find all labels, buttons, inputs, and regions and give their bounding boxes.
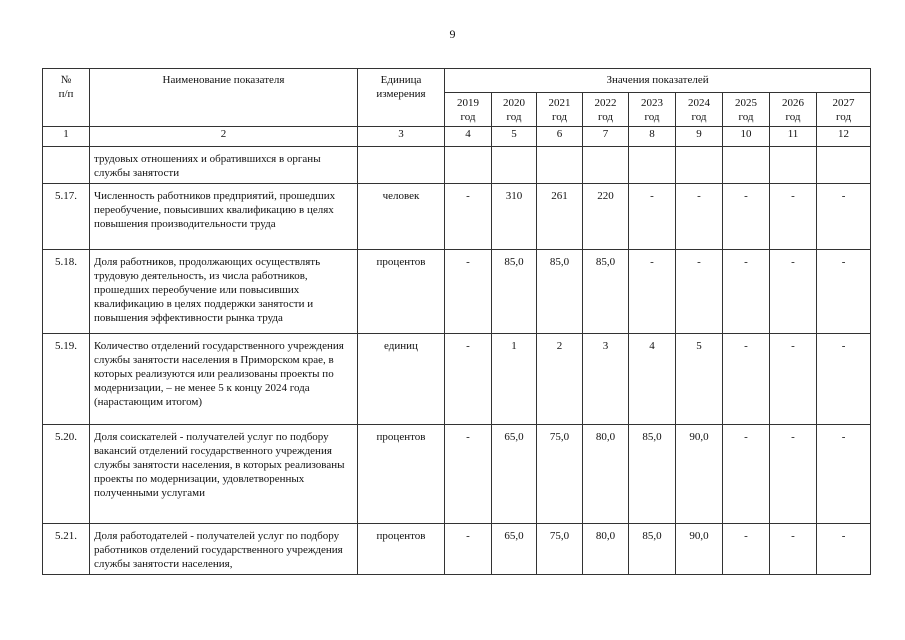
header-year: 2027 год (817, 93, 871, 127)
column-index: 7 (583, 127, 629, 147)
row-number: 5.20. (43, 425, 90, 524)
column-index: 11 (770, 127, 817, 147)
indicator-value (583, 147, 629, 184)
header-unit: Единица измерения (358, 69, 445, 127)
indicator-value: 85,0 (492, 250, 537, 334)
indicator-value (629, 147, 676, 184)
indicator-value: - (445, 524, 492, 575)
table-row (43, 184, 871, 250)
indicators-table (42, 68, 871, 575)
unit-of-measure: единиц (358, 334, 445, 425)
unit-of-measure (358, 147, 445, 184)
header-year: 2024 год (676, 93, 723, 127)
indicator-value: - (629, 250, 676, 334)
indicator-value: 85,0 (629, 524, 676, 575)
header-year: 2022 год (583, 93, 629, 127)
indicator-value: 4 (629, 334, 676, 425)
column-index: 4 (445, 127, 492, 147)
row-number: 5.21. (43, 524, 90, 575)
column-index: 8 (629, 127, 676, 147)
header-year: 2026 год (770, 93, 817, 127)
indicator-name: трудовых отношениях и обратившихся в органы службы занятости (90, 147, 358, 184)
indicator-value: 85,0 (629, 425, 676, 524)
header-num: № п/п (43, 69, 90, 127)
header-name: Наименование показателя (90, 69, 358, 127)
indicator-value: 261 (537, 184, 583, 250)
indicator-value (492, 147, 537, 184)
indicator-value (723, 147, 770, 184)
column-index: 2 (90, 127, 358, 147)
header-year: 2023 год (629, 93, 676, 127)
column-index-row (43, 127, 871, 147)
column-index: 1 (43, 127, 90, 147)
indicator-value: - (723, 425, 770, 524)
header-year: 2019 год (445, 93, 492, 127)
indicator-value: 65,0 (492, 425, 537, 524)
page-number: 9 (449, 27, 456, 41)
indicator-value: - (817, 250, 871, 334)
row-number: 5.19. (43, 334, 90, 425)
indicator-value (445, 147, 492, 184)
indicator-value: - (817, 334, 871, 425)
column-index: 3 (358, 127, 445, 147)
indicator-value: 1 (492, 334, 537, 425)
indicator-value (537, 147, 583, 184)
column-index: 5 (492, 127, 537, 147)
unit-of-measure: процентов (358, 425, 445, 524)
indicator-value: - (723, 250, 770, 334)
row-number (43, 147, 90, 184)
unit-of-measure: процентов (358, 524, 445, 575)
indicator-value: 220 (583, 184, 629, 250)
indicator-name: Доля работодателей - получателей услуг по подбору работников отделений государственного учреждения службы занятости населения, (90, 524, 358, 575)
header-values-group: Значения показателей (445, 69, 871, 93)
indicator-value: 75,0 (537, 524, 583, 575)
indicator-value: - (676, 184, 723, 250)
indicator-value (817, 147, 871, 184)
table-row (43, 147, 871, 184)
indicator-value (770, 147, 817, 184)
row-number: 5.18. (43, 250, 90, 334)
indicator-value: 90,0 (676, 524, 723, 575)
column-index: 10 (723, 127, 770, 147)
indicator-value: 85,0 (537, 250, 583, 334)
indicator-name: Доля соискателей - получателей услуг по подбору вакансий отделений государственного учреждения службы занятости населения, в которых реализованы проекты по модернизации, удовлетворенных полученными услугами (90, 425, 358, 524)
indicator-value (676, 147, 723, 184)
indicator-value: - (817, 184, 871, 250)
indicator-value: - (770, 250, 817, 334)
indicator-value: - (445, 334, 492, 425)
indicator-value: - (723, 184, 770, 250)
indicator-value: - (723, 524, 770, 575)
indicator-value: 5 (676, 334, 723, 425)
indicator-value: 80,0 (583, 524, 629, 575)
indicator-value: - (445, 250, 492, 334)
indicator-value: - (723, 334, 770, 425)
table-row (43, 524, 871, 575)
column-index: 6 (537, 127, 583, 147)
indicator-value: - (770, 334, 817, 425)
indicator-value: - (770, 425, 817, 524)
indicator-value: 80,0 (583, 425, 629, 524)
indicator-value: 90,0 (676, 425, 723, 524)
indicator-value: - (817, 524, 871, 575)
indicator-value: - (445, 425, 492, 524)
indicator-value: - (817, 425, 871, 524)
indicator-value: 3 (583, 334, 629, 425)
indicator-value: 2 (537, 334, 583, 425)
indicator-name: Доля работников, продолжающих осуществлять трудовую деятельность, из числа работников, прошедших переобучение или повысивших квалификацию в целях поддержки занятости и повышения эффективности рынка труда (90, 250, 358, 334)
column-index: 12 (817, 127, 871, 147)
indicator-value: - (445, 184, 492, 250)
indicator-value: - (770, 524, 817, 575)
unit-of-measure: процентов (358, 250, 445, 334)
unit-of-measure: человек (358, 184, 445, 250)
indicator-value: 310 (492, 184, 537, 250)
indicator-value: - (770, 184, 817, 250)
indicator-value: - (629, 184, 676, 250)
indicator-value: 75,0 (537, 425, 583, 524)
table-row (43, 425, 871, 524)
row-number: 5.17. (43, 184, 90, 250)
indicator-value: - (676, 250, 723, 334)
indicator-value: 65,0 (492, 524, 537, 575)
table-row (43, 250, 871, 334)
indicator-name: Численность работников предприятий, прошедших переобучение, повысивших квалификацию в целях повышения производительности труда (90, 184, 358, 250)
indicator-value: 85,0 (583, 250, 629, 334)
header-year: 2020 год (492, 93, 537, 127)
column-index: 9 (676, 127, 723, 147)
indicator-name: Количество отделений государственного учреждения службы занятости населения в Приморском крае, в которых реализуются или реализованы проекты по модернизации, – не менее 5 к концу 2024 года (нарастающим итогом) (90, 334, 358, 425)
table-row (43, 334, 871, 425)
header-year: 2025 год (723, 93, 770, 127)
header-year: 2021 год (537, 93, 583, 127)
